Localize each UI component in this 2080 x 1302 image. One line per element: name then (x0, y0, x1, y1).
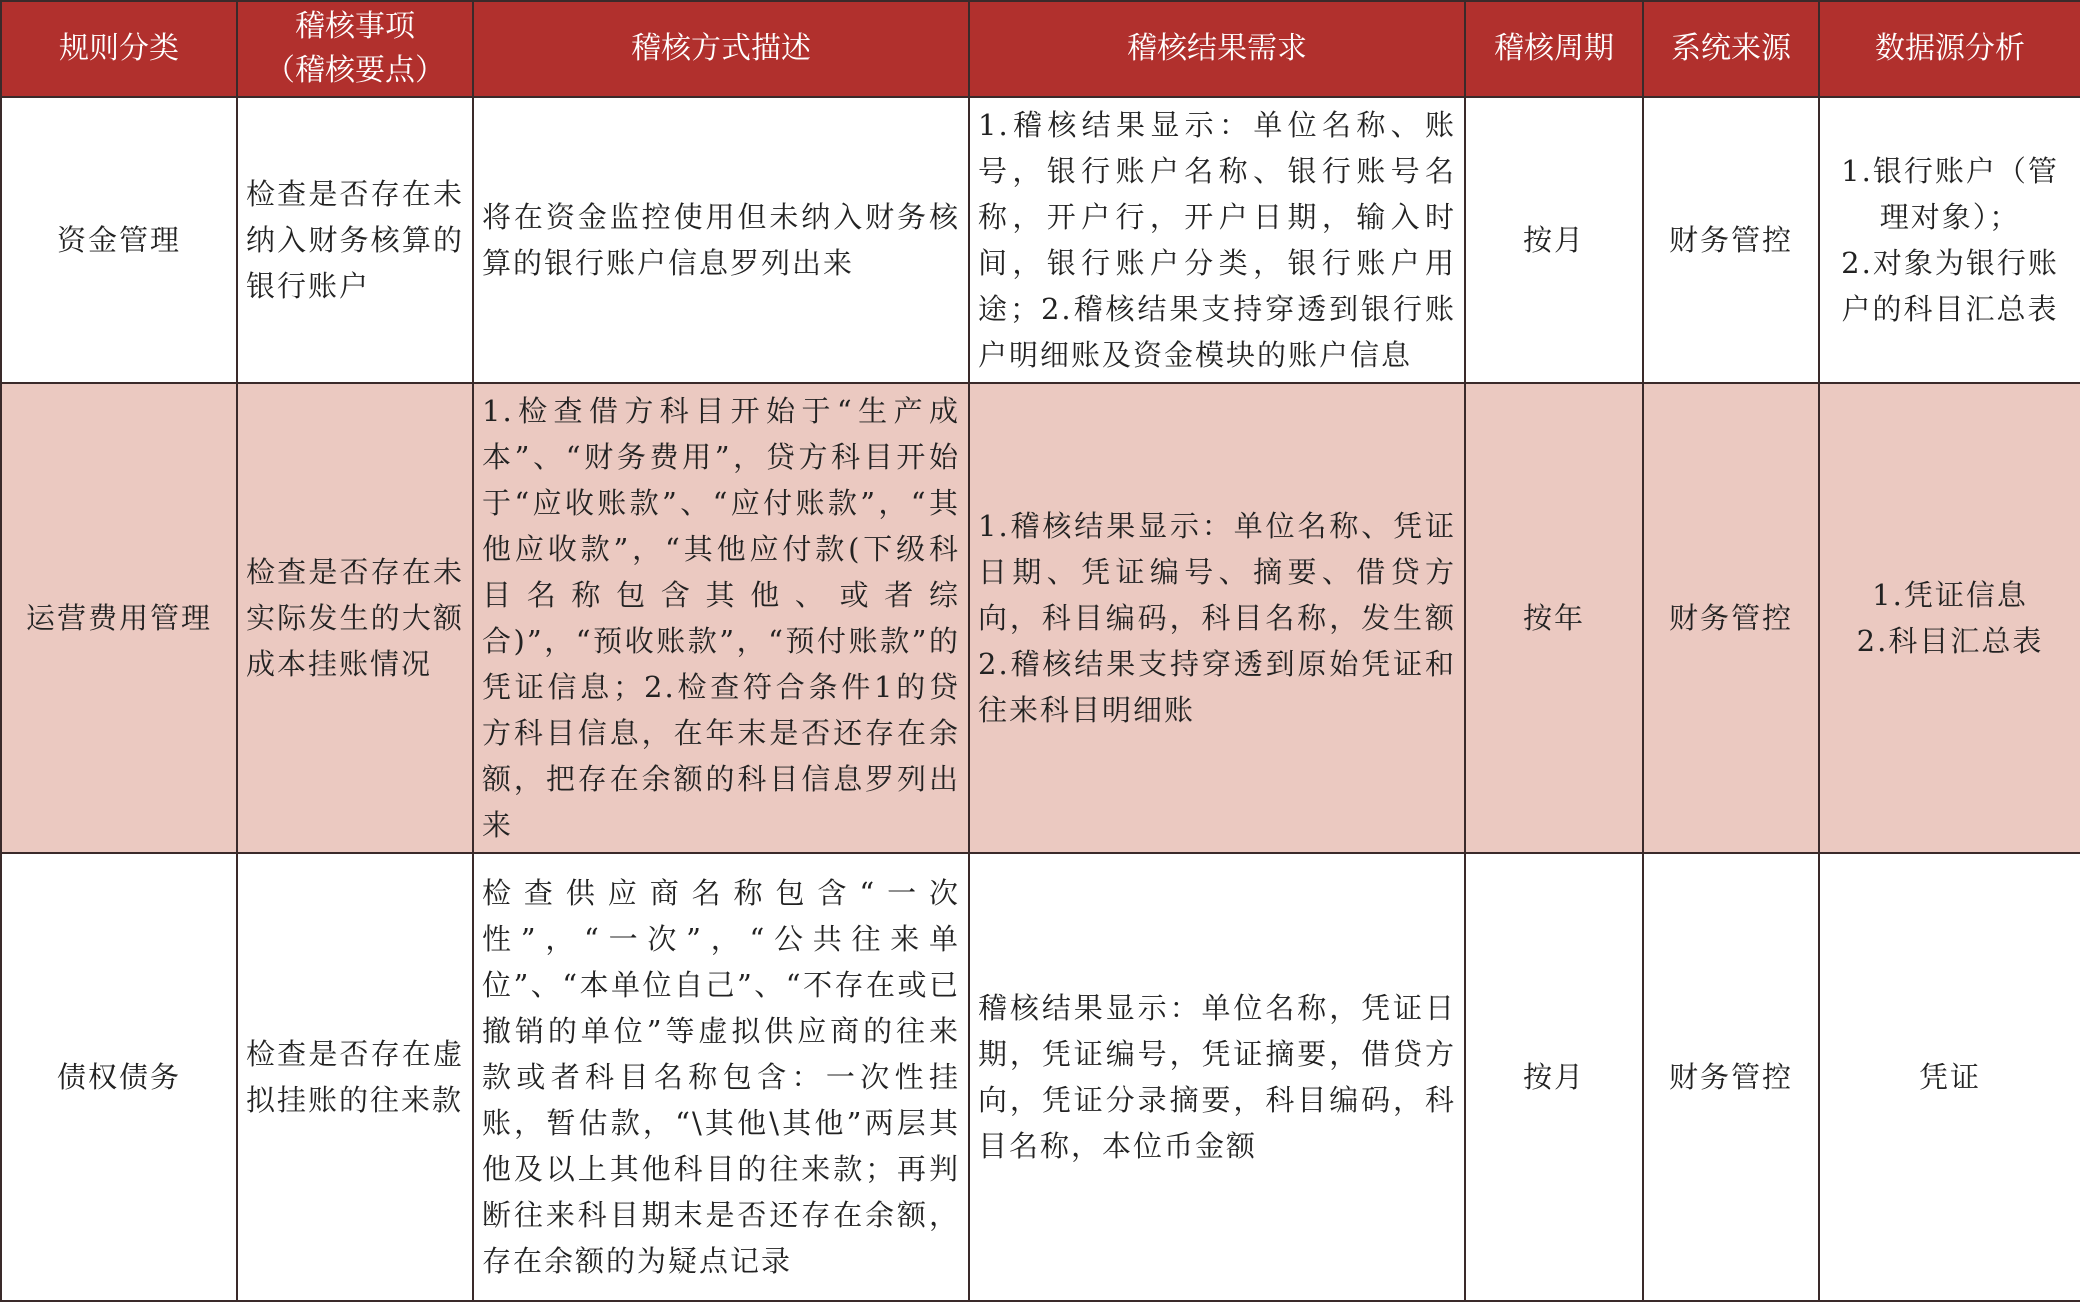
cell-system-source: 财务管控 (1643, 97, 1819, 383)
header-category: 规则分类 (1, 1, 237, 97)
cell-category: 债权债务 (1, 853, 237, 1301)
table-row (1, 97, 2080, 383)
cell-audit-item: 检查是否存在未实际发生的大额成本挂账情况 (237, 383, 473, 853)
header-system-source: 系统来源 (1643, 1, 1819, 97)
header-audit-method: 稽核方式描述 (473, 1, 969, 97)
cell-audit-method: 1.检查借方科目开始于“生产成本”、“财务费用”，贷方科目开始于“应收账款”、“应付账款”，“其他应收款”，“其他应付款(下级科目名称包含其他、或者综合)”，“预收账款”，“预付账款”的凭证信息；2.检查符合条件1的贷方科目信息，在年末是否还存在余额，把存在余额的科目信息罗列出来 (473, 383, 969, 853)
header-data-source: 数据源分析 (1819, 1, 2080, 97)
cell-system-source: 财务管控 (1643, 383, 1819, 853)
cell-audit-method: 检查供应商名称包含“一次性”，“一次”，“公共往来单位”、“本单位自己”、“不存在或已撤销的单位”等虚拟供应商的往来款或者科目名称包含：一次性挂账，暂估款，“\其他\其他”两层其他及以上其他科目的往来款；再判断往来科目期末是否还存在余额，存在余额的为疑点记录 (473, 853, 969, 1301)
cell-data-source (1819, 853, 2080, 1301)
cell-category: 运营费用管理 (1, 383, 237, 853)
table-row (1, 853, 2080, 1301)
cell-audit-method: 将在资金监控使用但未纳入财务核算的银行账户信息罗列出来 (473, 97, 969, 383)
header-row (1, 1, 2080, 97)
header-audit-item-subtitle: （稽核要点） (265, 53, 445, 88)
data-source-line: 2.科目汇总表 (1856, 624, 2044, 658)
cell-audit-result: 稽核结果显示：单位名称，凭证日期，凭证编号，凭证摘要，借贷方向，凭证分录摘要，科目编码，科目名称，本位币金额 (969, 853, 1465, 1301)
header-audit-period: 稽核周期 (1465, 1, 1643, 97)
cell-audit-period: 按月 (1465, 97, 1643, 383)
cell-audit-result: 1.稽核结果显示：单位名称、账号，银行账户名称、银行账号名称，开户行，开户日期，输入时间，银行账户分类，银行账户用途；2.稽核结果支持穿透到银行账户明细账及资金模块的账户信息 (969, 97, 1465, 383)
cell-category: 资金管理 (1, 97, 237, 383)
data-source-line: 1.银行账户（管理对象）； (1841, 154, 2059, 234)
cell-audit-item: 检查是否存在未纳入财务核算的银行账户 (237, 97, 473, 383)
data-source-line: 1.凭证信息 (1872, 578, 2028, 612)
data-source-line: 2.对象为银行账户的科目汇总表 (1841, 246, 2059, 326)
header-audit-item (237, 1, 473, 97)
cell-audit-result: 1.稽核结果显示：单位名称、凭证日期、凭证编号、摘要、借贷方向，科目编码，科目名称，发生额2.稽核结果支持穿透到原始凭证和往来科目明细账 (969, 383, 1465, 853)
cell-audit-period: 按月 (1465, 853, 1643, 1301)
cell-data-source (1819, 97, 2080, 383)
cell-data-source (1819, 383, 2080, 853)
cell-system-source: 财务管控 (1643, 853, 1819, 1301)
cell-audit-item: 检查是否存在虚拟挂账的往来款 (237, 853, 473, 1301)
table-row (1, 383, 2080, 853)
header-audit-result: 稽核结果需求 (969, 1, 1465, 97)
cell-audit-period: 按年 (1465, 383, 1643, 853)
data-source-line: 凭证 (1918, 1060, 1981, 1094)
header-audit-item-title: 稽核事项 (295, 9, 415, 44)
